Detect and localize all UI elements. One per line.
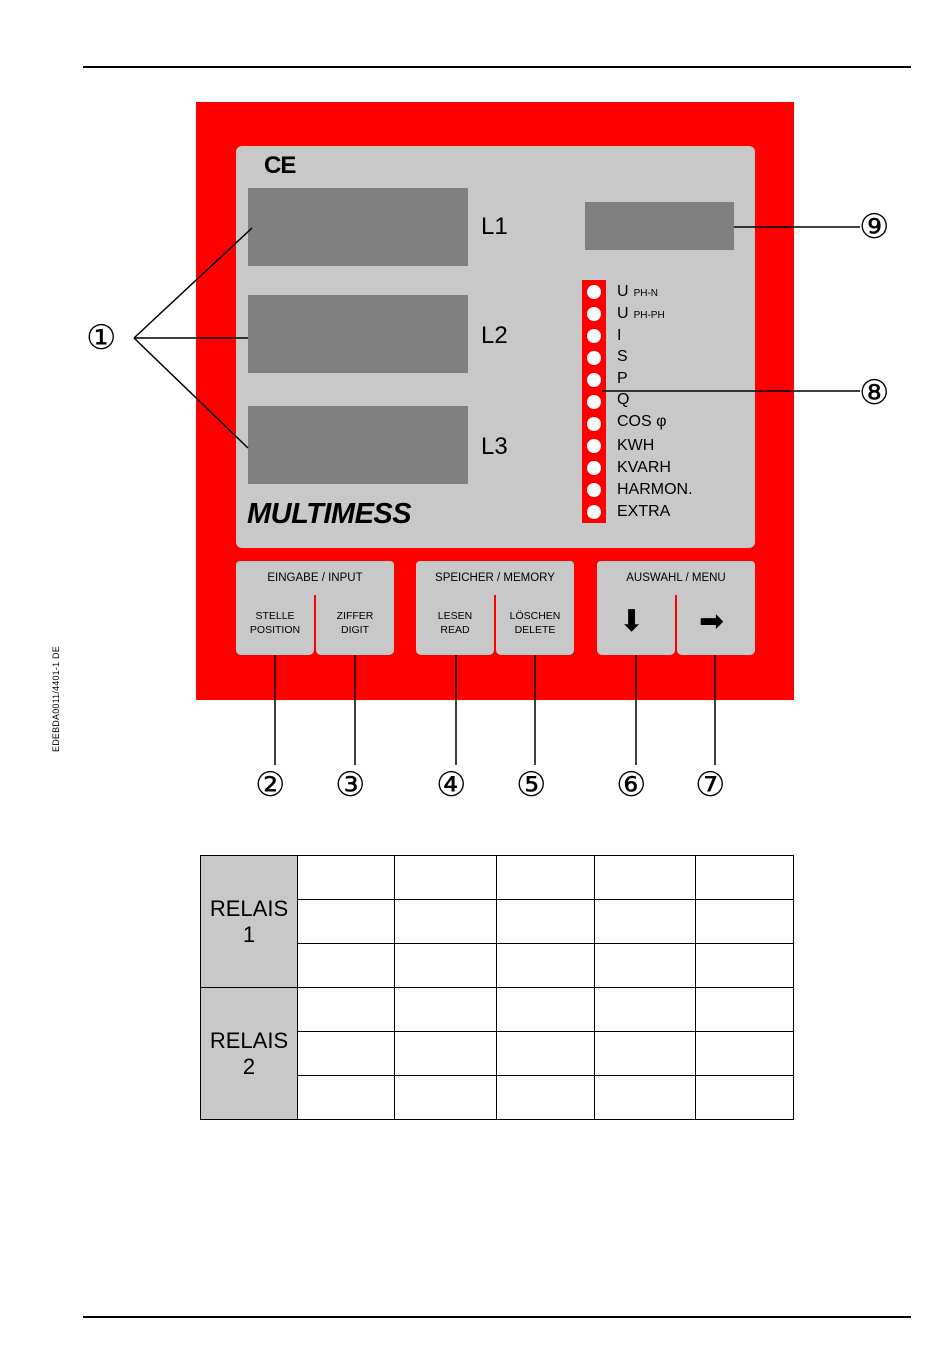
group-memory-header: SPEICHER / MEMORY	[416, 561, 574, 595]
ce-mark: CE	[264, 152, 296, 179]
digit-button-label-de: ZIFFER	[336, 610, 374, 622]
led-indicator	[587, 461, 601, 475]
relais-cell	[497, 1032, 595, 1076]
relais-1-label: RELAIS 1	[201, 856, 298, 988]
led-label-extra: EXTRA	[617, 503, 671, 520]
display-l3	[248, 406, 468, 484]
callout-3: ③	[335, 765, 366, 805]
callout-1: ①	[86, 318, 117, 358]
read-button-label-de: LESEN	[437, 610, 473, 622]
led-label-s: S	[617, 348, 628, 365]
digit-button[interactable]	[316, 595, 394, 655]
led-label-cos-phi: COS φ	[617, 413, 667, 430]
delete-button-label-en: DELETE	[514, 624, 556, 636]
relais-table	[200, 855, 794, 1120]
led-indicator	[587, 417, 601, 431]
led-indicator	[587, 483, 601, 497]
led-indicator	[587, 307, 601, 321]
delete-button-label-de: LÖSCHEN	[509, 610, 561, 622]
relais-cell	[696, 856, 794, 900]
led-indicator	[587, 439, 601, 453]
relais-cell	[595, 988, 696, 1032]
led-label-u-ph-ph: UPH-PH	[617, 305, 665, 322]
document-code: EDEBDA0011/4401-1 DE	[51, 646, 61, 752]
label-l1: L1	[481, 213, 508, 240]
led-strip	[582, 280, 606, 523]
label-l3: L3	[481, 433, 508, 460]
relais-cell	[298, 944, 395, 988]
relais-cell	[395, 900, 497, 944]
led-label-kvarh: KVARH	[617, 459, 671, 476]
led-indicator	[587, 373, 601, 387]
relais-cell	[298, 1076, 395, 1120]
callout-2: ②	[255, 765, 286, 805]
led-label-kwh: KWH	[617, 437, 655, 454]
display-unit	[585, 202, 734, 250]
relais-cell	[497, 1076, 595, 1120]
relais-2-label: RELAIS 2	[201, 988, 298, 1120]
label-l2: L2	[481, 322, 508, 349]
brand-logo: MULTIMESS	[247, 498, 412, 530]
relais-cell	[696, 900, 794, 944]
position-button-label-de: STELLE	[255, 610, 295, 622]
menu-down-button[interactable]	[597, 595, 675, 655]
callout-5: ⑤	[516, 765, 547, 805]
relais-cell	[395, 944, 497, 988]
relais-cell	[395, 1032, 497, 1076]
callout-9: ⑨	[859, 207, 890, 247]
relais-cell	[595, 900, 696, 944]
relais-cell	[298, 1032, 395, 1076]
position-button[interactable]	[236, 595, 314, 655]
digit-button-label-en: DIGIT	[341, 624, 369, 636]
led-label-p: P	[617, 370, 628, 387]
led-indicator	[587, 505, 601, 519]
relais-cell	[696, 1076, 794, 1120]
relais-cell	[696, 988, 794, 1032]
relais-cell	[595, 1032, 696, 1076]
led-label-harmon: HARMON.	[617, 481, 693, 498]
display-l1	[248, 188, 468, 266]
position-button-label-en: POSITION	[249, 624, 301, 636]
bottom-rule	[83, 1316, 911, 1318]
read-button[interactable]	[416, 595, 494, 655]
read-button-label-en: READ	[440, 624, 470, 636]
relais-cell	[298, 900, 395, 944]
relais-cell	[298, 856, 395, 900]
relais-cell	[696, 944, 794, 988]
menu-right-button[interactable]	[677, 595, 755, 655]
relais-cell	[595, 856, 696, 900]
led-label-q: Q	[617, 391, 630, 408]
relais-cell	[595, 944, 696, 988]
led-indicator	[587, 285, 601, 299]
relais-cell	[595, 1076, 696, 1120]
relais-cell	[395, 988, 497, 1032]
delete-button[interactable]	[496, 595, 574, 655]
top-rule	[83, 66, 911, 68]
arrow-down-icon: ⬇	[619, 605, 645, 638]
relais-cell	[497, 900, 595, 944]
led-indicator	[587, 351, 601, 365]
led-label-i: I	[617, 327, 622, 344]
relais-cell	[497, 944, 595, 988]
relais-cell	[497, 988, 595, 1032]
group-menu-header: AUSWAHL / MENU	[597, 561, 755, 595]
group-input-header: EINGABE / INPUT	[236, 561, 394, 595]
led-indicator	[587, 329, 601, 343]
callout-8: ⑧	[859, 373, 890, 413]
callout-6: ⑥	[616, 765, 647, 805]
relais-cell	[497, 856, 595, 900]
relais-cell	[395, 1076, 497, 1120]
led-label-u-ph-n: UPH-N	[617, 283, 659, 300]
display-l2	[248, 295, 468, 373]
led-indicator	[587, 395, 601, 409]
relais-cell	[395, 856, 497, 900]
relais-cell	[298, 988, 395, 1032]
callout-7: ⑦	[695, 765, 726, 805]
relais-cell	[696, 1032, 794, 1076]
arrow-right-icon: ➡	[699, 605, 725, 638]
callout-4: ④	[436, 765, 467, 805]
